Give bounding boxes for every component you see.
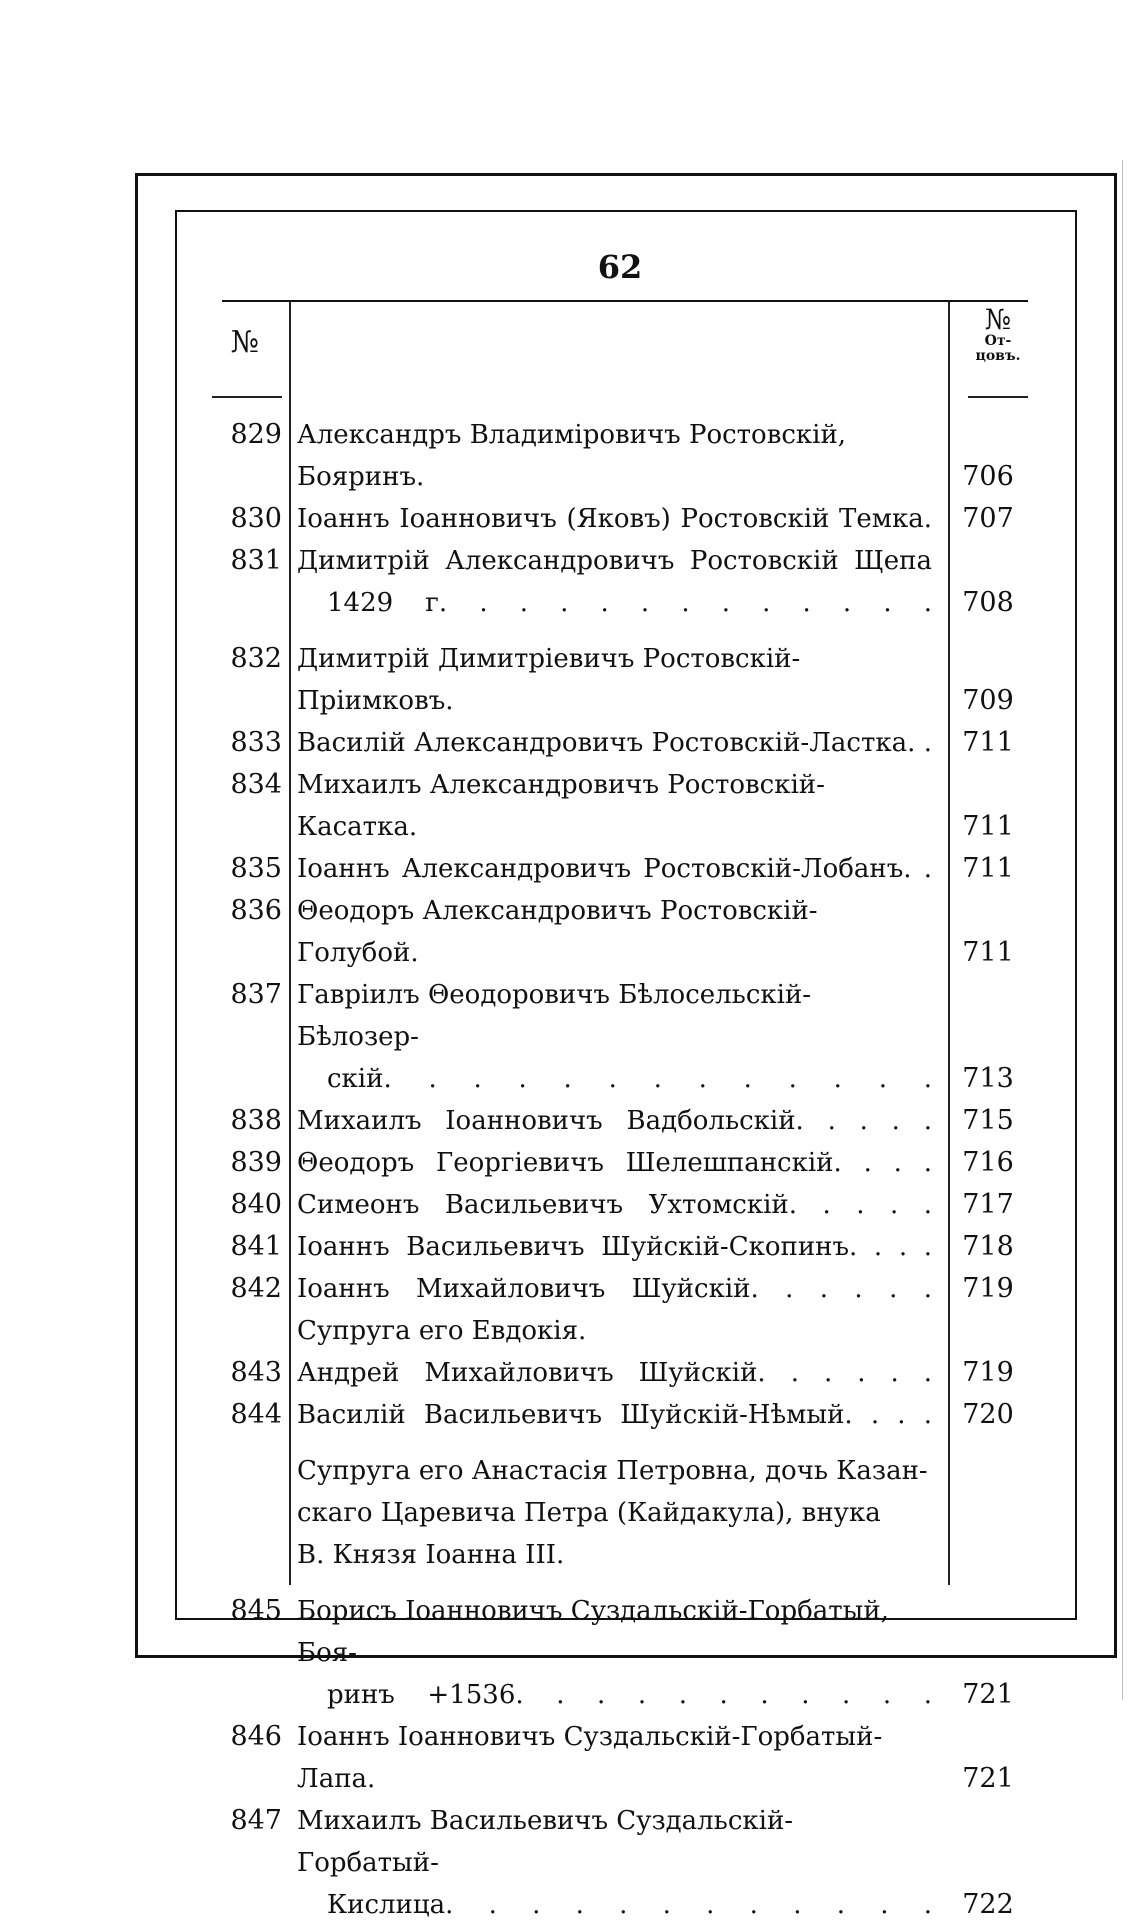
entry-line: Iоаннъ Iоанновичъ (Яковъ) Ростовскiй Темка. xyxy=(297,504,932,534)
entry-line: Симеонъ Васильевичъ Ухтомскiй. . . . . xyxy=(297,1190,932,1220)
father-reference-value: 711 xyxy=(962,811,1014,842)
entry-text xyxy=(282,1100,942,1142)
entry-text xyxy=(282,1226,942,1268)
entry-line: Θеодоръ Александровичъ Ростовскiй-Голубой. xyxy=(297,896,818,968)
father-reference-number xyxy=(942,1100,1034,1142)
father-reference-number xyxy=(942,540,1034,624)
father-reference-value: 720 xyxy=(962,1399,1014,1430)
entry-row xyxy=(212,1590,1034,1716)
row-gap xyxy=(212,624,1034,638)
entry-text xyxy=(282,890,942,974)
entry-number: 834 xyxy=(230,769,282,800)
entry-row xyxy=(212,890,1034,974)
father-reference-value: 711 xyxy=(962,727,1014,758)
entry-row xyxy=(212,848,1034,890)
entry-number xyxy=(212,1450,282,1576)
father-reference-number xyxy=(942,1268,1034,1310)
entry-line: Кислица. . . . . . . . . . . . xyxy=(327,1890,932,1920)
right-header-underline xyxy=(968,396,1028,398)
father-reference-number xyxy=(942,974,1034,1100)
entry-row xyxy=(212,974,1034,1100)
entry-line: 1429 г. . . . . . . . . . . . . xyxy=(327,588,932,618)
entry-row xyxy=(212,1142,1034,1184)
entry-text xyxy=(282,722,942,764)
father-reference-value: 721 xyxy=(962,1763,1014,1794)
fathers-header-line-1: От- xyxy=(984,333,1012,350)
entry-number: 838 xyxy=(230,1105,282,1136)
entry-line: Iоаннъ Александровичъ Ростовскiй-Лобанъ. . xyxy=(297,854,932,884)
entry-text xyxy=(282,1352,942,1394)
row-gap xyxy=(212,1436,1034,1450)
page-number: 62 xyxy=(597,248,643,286)
entry-text xyxy=(282,1184,942,1226)
entry-number: 839 xyxy=(230,1147,282,1178)
entry-line: скiй. . . . . . . . . . . . . xyxy=(327,1064,932,1094)
entry-row xyxy=(212,540,1034,624)
entry-row xyxy=(212,1352,1034,1394)
father-reference-value: 716 xyxy=(962,1147,1014,1178)
entry-line: Борисъ Iоанновичъ Суздальскiй-Горбатый, Боя- xyxy=(297,1596,889,1668)
entry-line: Андрей Михайловичъ Шуйскiй. . . . . . xyxy=(297,1358,932,1388)
father-reference-value: 718 xyxy=(962,1231,1014,1262)
father-reference-number xyxy=(942,848,1034,890)
father-reference-number xyxy=(942,498,1034,540)
entry-number: 847 xyxy=(230,1805,282,1836)
entry-row xyxy=(212,638,1034,722)
entry-text xyxy=(282,1450,942,1576)
entry-text xyxy=(282,638,942,722)
entry-row xyxy=(212,764,1034,848)
father-reference-value: 709 xyxy=(962,685,1014,716)
entry-text xyxy=(282,498,942,540)
entry-line: Василiй Александровичъ Ростовскiй-Ластка. . xyxy=(297,728,932,758)
entry-line: В. Князя Iоанна III. xyxy=(297,1540,565,1570)
father-reference-value: 719 xyxy=(962,1273,1014,1304)
father-reference-value: 708 xyxy=(962,587,1014,618)
father-reference-number xyxy=(942,764,1034,848)
entry-text xyxy=(282,1800,942,1926)
left-header-underline xyxy=(212,396,282,398)
header-rule xyxy=(222,300,1028,302)
father-reference-value: 713 xyxy=(962,1063,1014,1094)
entry-line: скаго Царевича Петра (Кайдакула), внука xyxy=(297,1498,881,1528)
entry-line: Димитрiй Александровичъ Ростовскiй Щепа xyxy=(297,546,932,576)
fathers-column-header xyxy=(960,305,1036,364)
father-reference-value: 719 xyxy=(962,1357,1014,1388)
entry-text xyxy=(282,974,942,1100)
father-reference-number xyxy=(942,1716,1034,1800)
entry-number xyxy=(212,1310,282,1352)
entry-line: Θеодоръ Георгiевичъ Шелешпанскiй. . . . xyxy=(297,1148,932,1178)
entry-text xyxy=(282,764,942,848)
entry-text xyxy=(282,414,942,498)
entry-text xyxy=(282,848,942,890)
entry-line: Iоаннъ Iоанновичъ Суздальскiй-Горбатый-Лапа. xyxy=(297,1722,883,1794)
entry-text xyxy=(282,1716,942,1800)
entry-line: Гаврiилъ Θеодоровичъ Бѣлосельскiй-Бѣлозер- xyxy=(297,980,812,1052)
father-reference-number xyxy=(942,1310,1034,1352)
father-reference-number xyxy=(942,1352,1034,1394)
entry-number: 843 xyxy=(230,1357,282,1388)
father-reference-value: 706 xyxy=(962,461,1014,492)
entry-number: 829 xyxy=(230,419,282,450)
entry-number: 837 xyxy=(230,979,282,1010)
entry-line: Василiй Васильевичъ Шуйскiй-Нѣмый. . . . xyxy=(297,1400,932,1430)
entry-number: 833 xyxy=(230,727,282,758)
entry-row xyxy=(212,1226,1034,1268)
entry-line: Михаилъ Александровичъ Ростовскiй-Касатка. xyxy=(297,770,825,842)
entry-number: 845 xyxy=(230,1595,282,1626)
entry-line: Михаилъ Васильевичъ Суздальскiй-Горбатый- xyxy=(297,1806,794,1878)
entry-row xyxy=(212,1716,1034,1800)
entry-number: 842 xyxy=(230,1273,282,1304)
entry-number: 835 xyxy=(230,853,282,884)
father-reference-number xyxy=(942,1800,1034,1926)
father-reference-value: 722 xyxy=(962,1889,1014,1920)
entry-number: 831 xyxy=(230,545,282,576)
entry-number: 840 xyxy=(230,1189,282,1220)
entry-row xyxy=(212,498,1034,540)
father-reference-number xyxy=(942,638,1034,722)
father-reference-value: 717 xyxy=(962,1189,1014,1220)
father-reference-number xyxy=(942,414,1034,498)
page-edge-line xyxy=(1122,160,1123,1700)
entry-line: ринъ +1536. . . . . . . . . . . xyxy=(327,1680,932,1710)
father-reference-number xyxy=(942,890,1034,974)
father-reference-number xyxy=(942,1590,1034,1716)
entry-line: Димитрiй Димитрiевичъ Ростовскiй-Прiимковъ. xyxy=(297,644,801,716)
entry-row xyxy=(212,1184,1034,1226)
father-reference-value: 711 xyxy=(962,853,1014,884)
father-reference-value: 715 xyxy=(962,1105,1014,1136)
father-reference-value: 711 xyxy=(962,937,1014,968)
entry-row xyxy=(212,722,1034,764)
entry-text xyxy=(282,1142,942,1184)
entry-text xyxy=(282,1394,942,1436)
father-reference-number xyxy=(942,1142,1034,1184)
fathers-header-line-2: цовъ. xyxy=(975,348,1021,365)
father-reference-number xyxy=(942,1184,1034,1226)
entry-row xyxy=(212,1394,1034,1436)
entry-line: Александръ Владимiровичъ Ростовскiй, Бояринъ. xyxy=(297,420,847,492)
father-reference-number xyxy=(942,1394,1034,1436)
entry-line: Супруга его Евдокiя. xyxy=(297,1316,587,1346)
father-reference-number xyxy=(942,1450,1034,1576)
entry-row xyxy=(212,1100,1034,1142)
entry-line: Iоаннъ Михайловичъ Шуйскiй. . . . . . xyxy=(297,1274,932,1304)
entry-line: Супруга его Анастасiя Петровна, дочь Казан- xyxy=(297,1456,928,1486)
father-reference-number xyxy=(942,722,1034,764)
father-reference-number xyxy=(942,1226,1034,1268)
entry-row xyxy=(212,1268,1034,1310)
entry-text xyxy=(282,1310,942,1352)
entry-text xyxy=(282,540,942,624)
entry-row xyxy=(212,1800,1034,1926)
entry-line: Iоаннъ Васильевичъ Шуйскiй-Скопинъ. . . . xyxy=(297,1232,932,1262)
fathers-header-number-sign: № xyxy=(984,303,1012,336)
entry-number: 846 xyxy=(230,1721,282,1752)
number-column-header: № xyxy=(230,325,260,360)
entry-row xyxy=(212,1450,1034,1576)
entry-number: 841 xyxy=(230,1231,282,1262)
entry-row xyxy=(212,414,1034,498)
entry-text xyxy=(282,1268,942,1310)
genealogy-entries xyxy=(212,414,1034,1926)
father-reference-value: 721 xyxy=(962,1679,1014,1710)
row-gap xyxy=(212,1576,1034,1590)
entry-row xyxy=(212,1310,1034,1352)
entry-number: 844 xyxy=(230,1399,282,1430)
entry-line: Михаилъ Iоанновичъ Вадбольскiй. . . . . xyxy=(297,1106,932,1136)
entry-number: 836 xyxy=(230,895,282,926)
entry-number: 830 xyxy=(230,503,282,534)
entry-text xyxy=(282,1590,942,1716)
entry-number: 832 xyxy=(230,643,282,674)
father-reference-value: 707 xyxy=(962,503,1014,534)
